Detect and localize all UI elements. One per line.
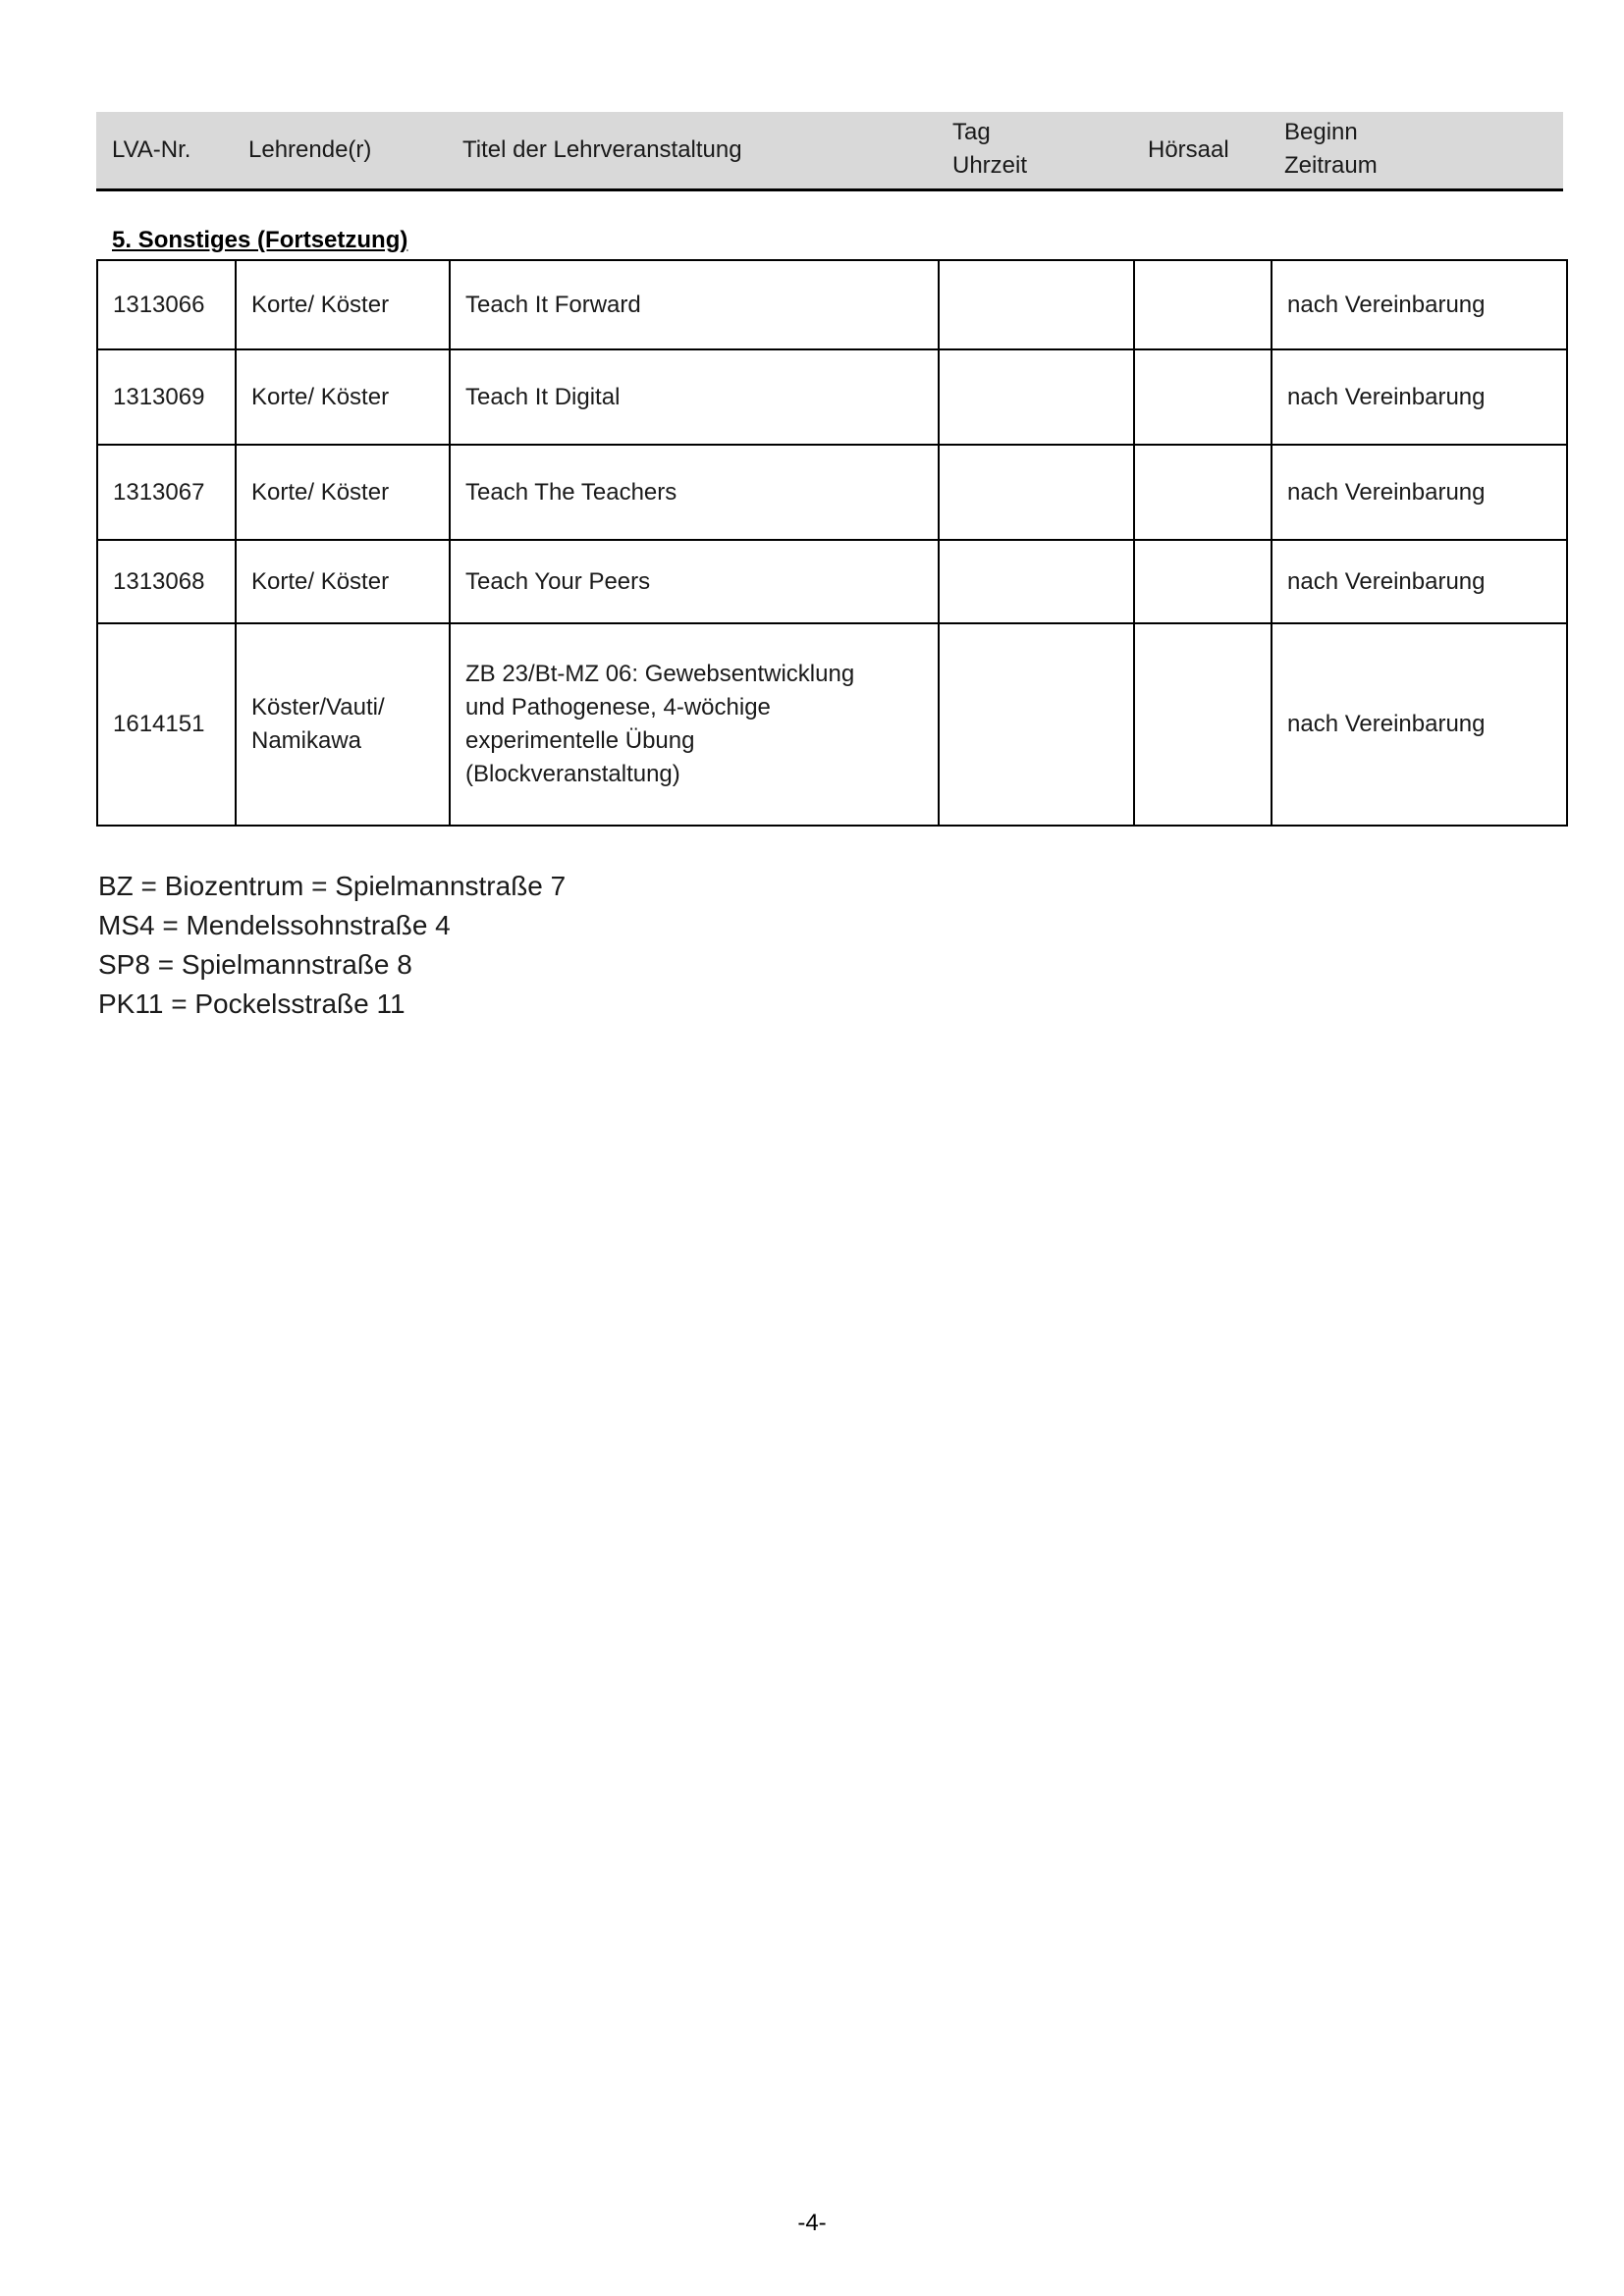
legend-line: MS4 = Mendelssohnstraße 4	[98, 910, 451, 940]
cell-beginn: nach Vereinbarung	[1272, 623, 1567, 826]
cell-tag-uhrzeit	[939, 260, 1134, 349]
cell-lehrende: Korte/ Köster	[236, 349, 450, 445]
cell-beginn: nach Vereinbarung	[1272, 540, 1567, 623]
cell-lva-nr: 1313066	[97, 260, 236, 349]
course-table	[96, 259, 1568, 827]
cell-lehrende: Köster/Vauti/ Namikawa	[236, 623, 450, 826]
table-header	[96, 112, 1563, 191]
cell-titel: Teach The Teachers	[450, 445, 939, 540]
header-lva-nr: LVA-Nr.	[112, 136, 191, 163]
cell-lva-nr: 1313067	[97, 445, 236, 540]
cell-tag-uhrzeit	[939, 445, 1134, 540]
legend-line: PK11 = Pockelsstraße 11	[98, 988, 406, 1019]
section-title: 5. Sonstiges (Fortsetzung)	[112, 227, 408, 253]
cell-lva-nr: 1614151	[97, 623, 236, 826]
header-zeitraum: Zeitraum	[1284, 152, 1378, 179]
cell-lehrende: Korte/ Köster	[236, 540, 450, 623]
cell-titel: Teach It Digital	[450, 349, 939, 445]
cell-titel: ZB 23/Bt-MZ 06: Gewebsentwicklung und Pathogenese, 4-wöchige experimentelle Übung (Blockveranstaltung)	[450, 623, 939, 826]
cell-titel: Teach It Forward	[450, 260, 939, 349]
cell-hoersaal	[1134, 349, 1272, 445]
cell-hoersaal	[1134, 445, 1272, 540]
page-number: -4-	[797, 2210, 827, 2236]
header-beginn: Beginn	[1284, 119, 1358, 145]
cell-hoersaal	[1134, 540, 1272, 623]
location-legend	[98, 867, 566, 1024]
cell-lehrende: Korte/ Köster	[236, 445, 450, 540]
table-row	[97, 540, 1567, 623]
table-row	[97, 349, 1567, 445]
header-lehrende: Lehrende(r)	[248, 136, 372, 163]
cell-lva-nr: 1313068	[97, 540, 236, 623]
legend-line: BZ = Biozentrum = Spielmannstraße 7	[98, 871, 567, 901]
cell-lva-nr: 1313069	[97, 349, 236, 445]
cell-hoersaal	[1134, 260, 1272, 349]
legend-line: SP8 = Spielmannstraße 8	[98, 949, 412, 980]
header-tag: Tag	[952, 119, 991, 145]
cell-tag-uhrzeit	[939, 349, 1134, 445]
header-uhrzeit: Uhrzeit	[952, 152, 1028, 179]
header-titel: Titel der Lehrveranstaltung	[462, 136, 742, 163]
table-row	[97, 623, 1567, 826]
cell-tag-uhrzeit	[939, 623, 1134, 826]
cell-lehrende: Korte/ Köster	[236, 260, 450, 349]
cell-beginn: nach Vereinbarung	[1272, 445, 1567, 540]
header-hoersaal: Hörsaal	[1148, 136, 1229, 163]
cell-beginn: nach Vereinbarung	[1272, 260, 1567, 349]
table-row	[97, 260, 1567, 349]
cell-beginn: nach Vereinbarung	[1272, 349, 1567, 445]
cell-titel: Teach Your Peers	[450, 540, 939, 623]
cell-tag-uhrzeit	[939, 540, 1134, 623]
table-row	[97, 445, 1567, 540]
cell-hoersaal	[1134, 623, 1272, 826]
